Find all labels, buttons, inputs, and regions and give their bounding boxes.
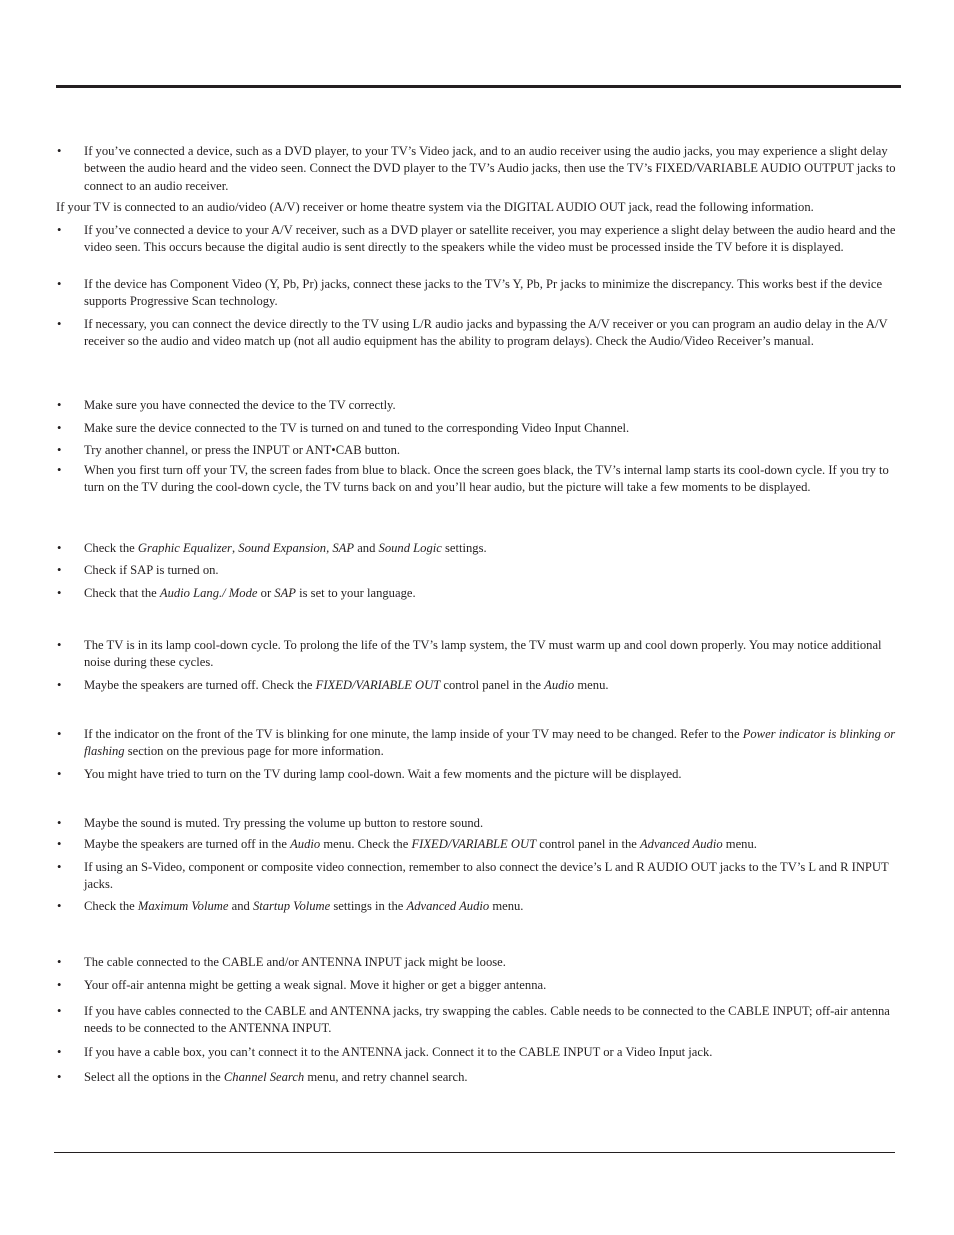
bullet xyxy=(57,316,67,333)
bullet xyxy=(57,898,67,915)
list-item: If the device has Component Video (Y, Pb, Pr) jacks, connect these jacks to the TV’s Y, Pb, Pr jacks to minimize the discrepancy. This works best if the device supports Progressive Scan technology. xyxy=(84,277,883,309)
bullet xyxy=(57,766,67,783)
bullet xyxy=(57,1069,67,1086)
list-item: Make sure the device connected to the TV is turned on and tuned to the corresponding Video Input Channel. xyxy=(84,421,630,435)
list-item: Check if SAP is turned on. xyxy=(84,563,219,577)
list-item: Select all the options in the Channel Search menu, and retry channel search. xyxy=(84,1070,468,1084)
list-item: Make sure you have connected the device to the TV correctly. xyxy=(84,398,396,412)
bullet xyxy=(57,1003,67,1020)
bullet xyxy=(57,836,67,853)
bullet xyxy=(57,276,67,293)
list-item: When you first turn off your TV, the screen fades from blue to black. Once the screen goes black, the TV’s internal lamp starts its cool-down cycle. If you try to turn on the TV during the cool-down cycle, the TV turns back on and you’ll hear audio, but the picture will take a few moments to be displayed. xyxy=(84,463,889,495)
bullet xyxy=(57,222,67,239)
bullet xyxy=(57,726,67,743)
bullet xyxy=(57,585,67,602)
list-item: The TV is in its lamp cool-down cycle. To prolong the life of the TV’s lamp system, the TV must warm up and cool down properly. You may notice additional noise during these cycles. xyxy=(84,638,882,670)
bullet xyxy=(57,442,67,459)
list-item: You might have tried to turn on the TV during lamp cool-down. Wait a few moments and the picture will be displayed. xyxy=(84,767,682,781)
list-item: If the indicator on the front of the TV is blinking for one minute, the lamp inside of your TV may need to be changed. Refer to the Power indicator is blinking or flashing section on the previous page for more information. xyxy=(84,727,896,759)
bullet xyxy=(57,815,67,832)
list-item: Maybe the speakers are turned off in the Audio menu. Check the FIXED/VARIABLE OUT control panel in the Advanced Audio menu. xyxy=(84,837,757,851)
bullet xyxy=(57,462,67,479)
list-item: Check the Maximum Volume and Startup Volume settings in the Advanced Audio menu. xyxy=(84,899,524,913)
bullet xyxy=(57,562,67,579)
bullet xyxy=(57,397,67,414)
bullet xyxy=(57,954,67,971)
list-item: If you have a cable box, you can’t connect it to the ANTENNA jack. Connect it to the CABLE INPUT or a Video Input jack. xyxy=(84,1045,713,1059)
list-item: If you’ve connected a device, such as a DVD player, to your TV’s Video jack, and to an audio receiver using the audio jacks, you may experience a slight delay between the audio heard and the video seen. Connect the DVD player to the TV’s Audio jacks, then use the TV’s FIXED/VARIABLE AUDIO OUTPUT jacks to connect to an audio receiver. xyxy=(84,144,896,193)
bullet xyxy=(57,143,67,160)
bullet xyxy=(57,637,67,654)
bullet xyxy=(57,977,67,994)
list-item: Try another channel, or press the INPUT or ANT•CAB button. xyxy=(84,443,401,457)
bullet xyxy=(57,859,67,876)
list-item: Check that the Audio Lang./ Mode or SAP is set to your language. xyxy=(84,586,416,600)
list-item: If necessary, you can connect the device directly to the TV using L/R audio jacks and bypassing the A/V receiver or you can program an audio delay in the A/V receiver so the audio and video match up (not all audio equipment has the ability to program delays). Check the Audio/Video Receiver’s manual. xyxy=(84,317,888,349)
list-item: Maybe the speakers are turned off. Check the FIXED/VARIABLE OUT control panel in the Audio menu. xyxy=(84,678,609,692)
intro-paragraph: If your TV is connected to an audio/video (A/V) receiver or home theatre system via the DIGITAL AUDIO OUT jack, read the following information. xyxy=(56,200,814,214)
list-item: The cable connected to the CABLE and/or ANTENNA INPUT jack might be loose. xyxy=(84,955,506,969)
list-item: Maybe the sound is muted. Try pressing the volume up button to restore sound. xyxy=(84,816,484,830)
list-item: If you have cables connected to the CABLE and ANTENNA jacks, try swapping the cables. Cable needs to be connected to the CABLE INPUT; off-air antenna needs to be connected to the ANTENNA INPUT. xyxy=(84,1004,890,1036)
bullet xyxy=(57,1044,67,1061)
list-item: Your off-air antenna might be getting a weak signal. Move it higher or get a bigger antenna. xyxy=(84,978,547,992)
header-rule xyxy=(56,85,901,88)
bullet xyxy=(57,677,67,694)
list-item: If using an S-Video, component or composite video connection, remember to also connect the device’s L and R AUDIO OUT jacks to the TV’s L and R INPUT jacks. xyxy=(84,860,889,892)
bullet xyxy=(57,540,67,557)
list-item: If you’ve connected a device to your A/V receiver, such as a DVD player or satellite receiver, you may experience a slight delay between the audio heard and the video seen. This occurs because the digital audio is sent directly to the speakers while the video must be processed inside the TV before it is displayed. xyxy=(84,223,896,255)
footer-rule xyxy=(54,1152,895,1153)
list-item: Check the Graphic Equalizer, Sound Expansion, SAP and Sound Logic settings. xyxy=(84,541,487,555)
bullet xyxy=(57,420,67,437)
